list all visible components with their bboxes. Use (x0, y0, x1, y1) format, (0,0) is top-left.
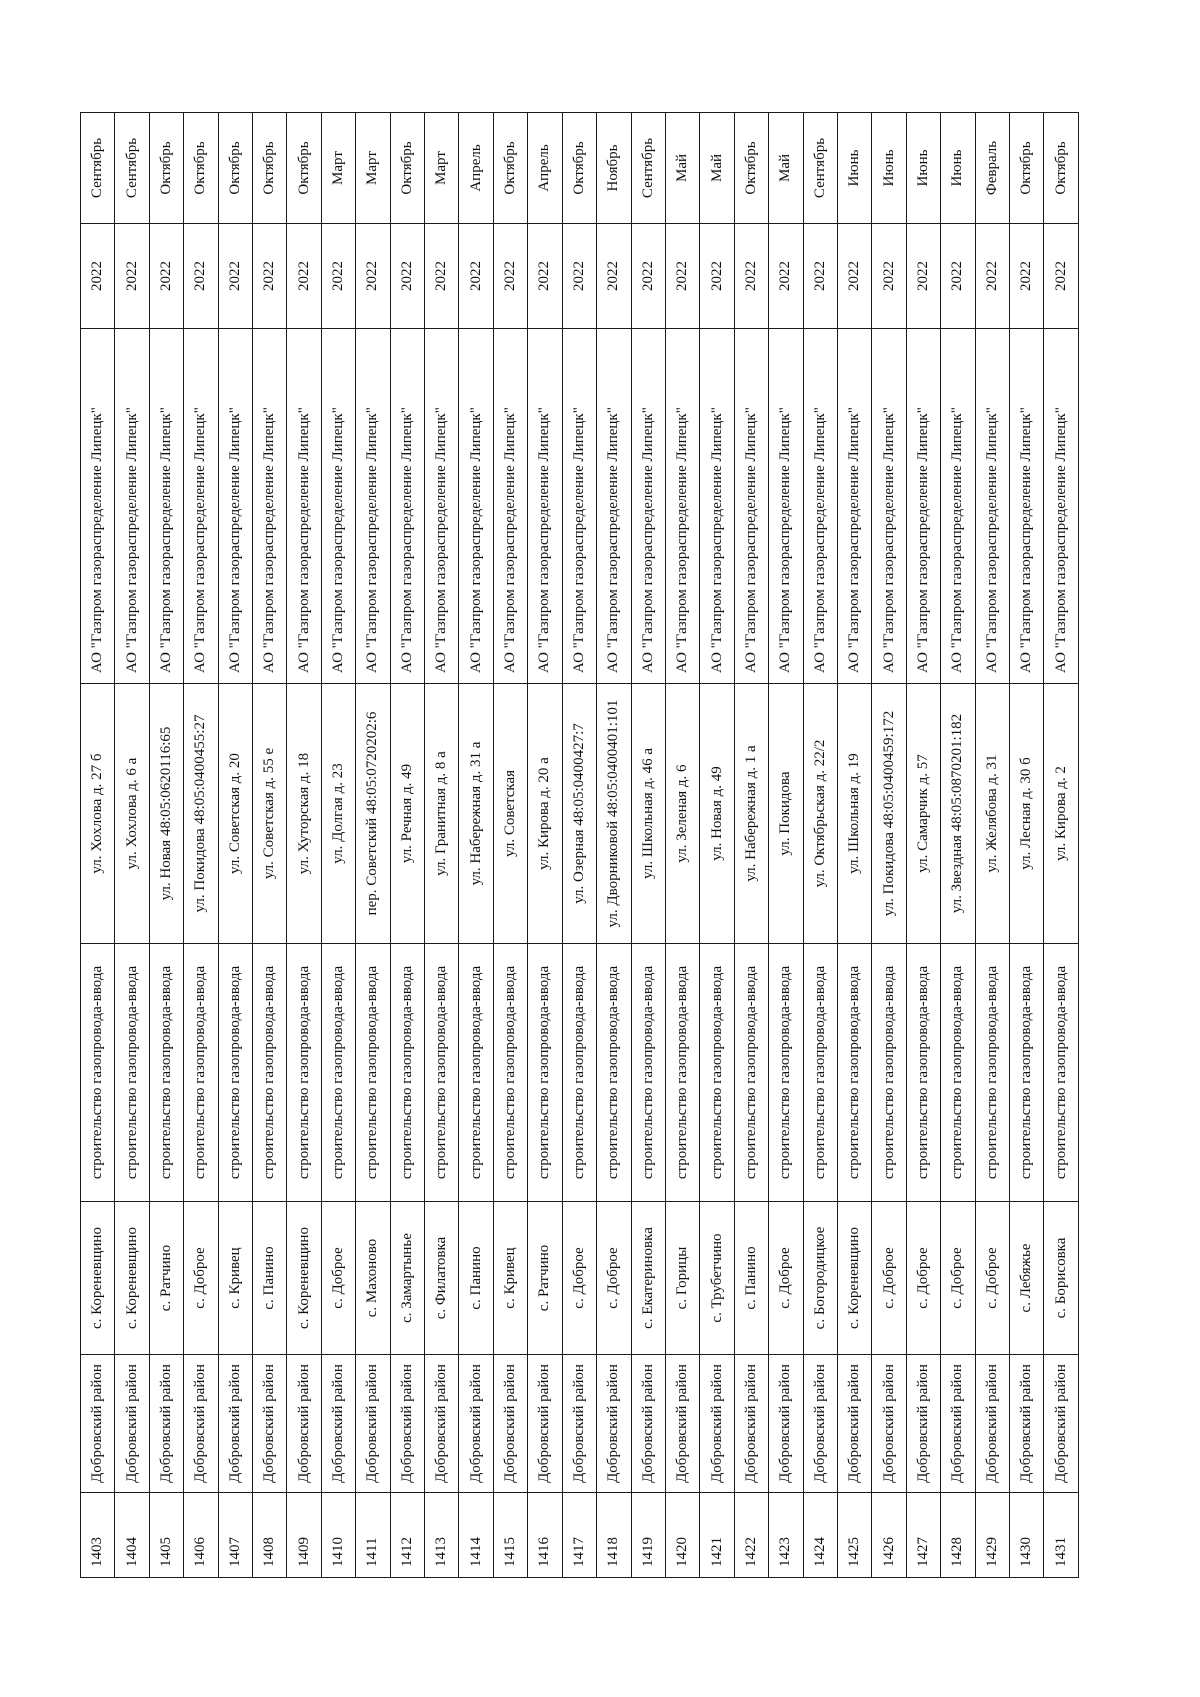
owner-cell: АО "Газпром газораспределение Липецк" (665, 329, 699, 684)
address-cell: ул. Покидова (769, 684, 803, 944)
table-row (287, 113, 321, 1578)
district-cell: Добровский район (459, 1355, 493, 1493)
year-cell: 2022 (562, 224, 596, 329)
work-type-cell: строительство газопровода-ввода (459, 944, 493, 1202)
month-cell: Сентябрь (631, 113, 665, 224)
year-cell: 2022 (769, 224, 803, 329)
district-cell: Добровский район (734, 1355, 768, 1493)
owner-cell: АО "Газпром газораспределение Липецк" (459, 329, 493, 684)
row-number-cell: 1422 (734, 1493, 768, 1578)
work-type-cell: строительство газопровода-ввода (81, 944, 115, 1202)
locality-cell: с. Кореневщино (287, 1202, 321, 1355)
month-cell: Октябрь (184, 113, 218, 224)
work-type-cell: строительство газопровода-ввода (872, 944, 906, 1202)
work-type-cell: строительство газопровода-ввода (769, 944, 803, 1202)
table-row (734, 113, 768, 1578)
district-cell: Добровский район (356, 1355, 390, 1493)
district-cell: Добровский район (425, 1355, 459, 1493)
address-cell: ул. Советская (493, 684, 527, 944)
row-number-cell: 1430 (1009, 1493, 1043, 1578)
address-cell: ул. Хохлова д. 6 а (115, 684, 149, 944)
table-row (872, 113, 906, 1578)
owner-cell: АО "Газпром газораспределение Липецк" (81, 329, 115, 684)
owner-cell: АО "Газпром газораспределение Липецк" (803, 329, 837, 684)
month-cell: Июнь (837, 113, 871, 224)
row-number-cell: 1409 (287, 1493, 321, 1578)
row-number-cell: 1427 (906, 1493, 940, 1578)
address-cell: ул. Гранитная д. 8 а (425, 684, 459, 944)
address-cell: ул. Хохлова д. 27 б (81, 684, 115, 944)
locality-cell: с. Доброе (321, 1202, 355, 1355)
month-cell: Сентябрь (81, 113, 115, 224)
table-row (356, 113, 390, 1578)
district-cell: Добровский район (700, 1355, 734, 1493)
work-type-cell: строительство газопровода-ввода (941, 944, 975, 1202)
owner-cell: АО "Газпром газораспределение Липецк" (425, 329, 459, 684)
locality-cell: с. Филатовка (425, 1202, 459, 1355)
address-cell: ул. Долгая д. 23 (321, 684, 355, 944)
locality-cell: с. Доброе (941, 1202, 975, 1355)
year-cell: 2022 (425, 224, 459, 329)
table-row (81, 113, 115, 1578)
address-cell: ул. Покидова 48:05:0400455:27 (184, 684, 218, 944)
work-type-cell: строительство газопровода-ввода (390, 944, 424, 1202)
month-cell: Июнь (906, 113, 940, 224)
owner-cell: АО "Газпром газораспределение Липецк" (321, 329, 355, 684)
year-cell: 2022 (1009, 224, 1043, 329)
table-row (218, 113, 252, 1578)
row-number-cell: 1404 (115, 1493, 149, 1578)
district-cell: Добровский район (803, 1355, 837, 1493)
table-row (665, 113, 699, 1578)
row-number-cell: 1425 (837, 1493, 871, 1578)
table-row (803, 113, 837, 1578)
row-number-cell: 1411 (356, 1493, 390, 1578)
year-cell: 2022 (321, 224, 355, 329)
work-type-cell: строительство газопровода-ввода (356, 944, 390, 1202)
table-row (253, 113, 287, 1578)
locality-cell: с. Доброе (906, 1202, 940, 1355)
work-type-cell: строительство газопровода-ввода (149, 944, 183, 1202)
address-cell: ул. Желябова д. 31 (975, 684, 1009, 944)
month-cell: Октябрь (734, 113, 768, 224)
month-cell: Март (356, 113, 390, 224)
year-cell: 2022 (356, 224, 390, 329)
table-row (941, 113, 975, 1578)
district-cell: Добровский район (115, 1355, 149, 1493)
locality-cell: с. Ратчино (528, 1202, 562, 1355)
month-cell: Октябрь (562, 113, 596, 224)
district-cell: Добровский район (837, 1355, 871, 1493)
address-cell: пер. Советский 48:05:0720202:6 (356, 684, 390, 944)
year-cell: 2022 (837, 224, 871, 329)
table-row (184, 113, 218, 1578)
owner-cell: АО "Газпром газораспределение Липецк" (734, 329, 768, 684)
district-cell: Добровский район (493, 1355, 527, 1493)
row-number-cell: 1408 (253, 1493, 287, 1578)
district-cell: Добровский район (769, 1355, 803, 1493)
address-cell: ул. Школьная д. 46 а (631, 684, 665, 944)
address-cell: ул. Зеленая д. 6 (665, 684, 699, 944)
work-type-cell: строительство газопровода-ввода (803, 944, 837, 1202)
address-cell: ул. Новая д. 49 (700, 684, 734, 944)
district-cell: Добровский район (872, 1355, 906, 1493)
work-type-cell: строительство газопровода-ввода (734, 944, 768, 1202)
row-number-cell: 1421 (700, 1493, 734, 1578)
year-cell: 2022 (734, 224, 768, 329)
address-cell: ул. Кирова д. 20 а (528, 684, 562, 944)
locality-cell: с. Кореневщино (81, 1202, 115, 1355)
district-cell: Добровский район (81, 1355, 115, 1493)
owner-cell: АО "Газпром газораспределение Липецк" (184, 329, 218, 684)
row-number-cell: 1403 (81, 1493, 115, 1578)
locality-cell: с. Замартынье (390, 1202, 424, 1355)
month-cell: Ноябрь (597, 113, 631, 224)
work-type-cell: строительство газопровода-ввода (287, 944, 321, 1202)
year-cell: 2022 (975, 224, 1009, 329)
locality-cell: с. Доброе (562, 1202, 596, 1355)
work-type-cell: строительство газопровода-ввода (631, 944, 665, 1202)
district-cell: Добровский район (287, 1355, 321, 1493)
address-cell: ул. Хуторская д. 18 (287, 684, 321, 944)
table-row (906, 113, 940, 1578)
work-type-cell: строительство газопровода-ввода (528, 944, 562, 1202)
work-type-cell: строительство газопровода-ввода (562, 944, 596, 1202)
locality-cell: с. Доброе (975, 1202, 1009, 1355)
row-number-cell: 1417 (562, 1493, 596, 1578)
year-cell: 2022 (253, 224, 287, 329)
address-cell: ул. Набережная д. 31 а (459, 684, 493, 944)
month-cell: Апрель (459, 113, 493, 224)
table-row (597, 113, 631, 1578)
year-cell: 2022 (390, 224, 424, 329)
month-cell: Июнь (941, 113, 975, 224)
locality-cell: с. Трубетчино (700, 1202, 734, 1355)
locality-cell: с. Доброе (597, 1202, 631, 1355)
table-row (1009, 113, 1043, 1578)
district-cell: Добровский район (631, 1355, 665, 1493)
table-row (562, 113, 596, 1578)
year-cell: 2022 (493, 224, 527, 329)
locality-cell: с. Ратчино (149, 1202, 183, 1355)
row-number-cell: 1410 (321, 1493, 355, 1578)
row-number-cell: 1406 (184, 1493, 218, 1578)
address-cell: ул. Лесная д. 30 б (1009, 684, 1043, 944)
month-cell: Октябрь (1009, 113, 1043, 224)
month-cell: Апрель (528, 113, 562, 224)
work-type-cell: строительство газопровода-ввода (321, 944, 355, 1202)
district-cell: Добровский район (975, 1355, 1009, 1493)
district-cell: Добровский район (528, 1355, 562, 1493)
district-cell: Добровский район (562, 1355, 596, 1493)
owner-cell: АО "Газпром газораспределение Липецк" (562, 329, 596, 684)
owner-cell: АО "Газпром газораспределение Липецк" (528, 329, 562, 684)
work-type-cell: строительство газопровода-ввода (597, 944, 631, 1202)
work-type-cell: строительство газопровода-ввода (700, 944, 734, 1202)
table-row (493, 113, 527, 1578)
locality-cell: с. Горицы (665, 1202, 699, 1355)
district-cell: Добровский район (253, 1355, 287, 1493)
locality-cell: с. Доброе (184, 1202, 218, 1355)
locality-cell: с. Панино (734, 1202, 768, 1355)
address-cell: ул. Кирова д. 2 (1044, 684, 1078, 944)
district-cell: Добровский район (218, 1355, 252, 1493)
month-cell: Октябрь (218, 113, 252, 224)
row-number-cell: 1429 (975, 1493, 1009, 1578)
year-cell: 2022 (941, 224, 975, 329)
owner-cell: АО "Газпром газораспределение Липецк" (253, 329, 287, 684)
month-cell: Октябрь (149, 113, 183, 224)
year-cell: 2022 (184, 224, 218, 329)
locality-cell: с. Кривец (493, 1202, 527, 1355)
owner-cell: АО "Газпром газораспределение Липецк" (287, 329, 321, 684)
year-cell: 2022 (1044, 224, 1078, 329)
district-cell: Добровский район (1044, 1355, 1078, 1493)
work-type-cell: строительство газопровода-ввода (1044, 944, 1078, 1202)
locality-cell: с. Доброе (769, 1202, 803, 1355)
locality-cell: с. Панино (253, 1202, 287, 1355)
month-cell: Октябрь (253, 113, 287, 224)
locality-cell: с. Борисовка (1044, 1202, 1078, 1355)
owner-cell: АО "Газпром газораспределение Липецк" (597, 329, 631, 684)
year-cell: 2022 (459, 224, 493, 329)
owner-cell: АО "Газпром газораспределение Липецк" (700, 329, 734, 684)
row-number-cell: 1413 (425, 1493, 459, 1578)
owner-cell: АО "Газпром газораспределение Липецк" (1044, 329, 1078, 684)
table-row (528, 113, 562, 1578)
locality-cell: с. Екатериновка (631, 1202, 665, 1355)
register-table (80, 112, 1079, 1578)
district-cell: Добровский район (321, 1355, 355, 1493)
owner-cell: АО "Газпром газораспределение Липецк" (115, 329, 149, 684)
table-row (149, 113, 183, 1578)
month-cell: Февраль (975, 113, 1009, 224)
work-type-cell: строительство газопровода-ввода (837, 944, 871, 1202)
work-type-cell: строительство газопровода-ввода (115, 944, 149, 1202)
address-cell: ул. Дворниковой 48:05:0400401:101 (597, 684, 631, 944)
row-number-cell: 1428 (941, 1493, 975, 1578)
row-number-cell: 1407 (218, 1493, 252, 1578)
table-row (1044, 113, 1078, 1578)
year-cell: 2022 (81, 224, 115, 329)
owner-cell: АО "Газпром газораспределение Липецк" (1009, 329, 1043, 684)
owner-cell: АО "Газпром газораспределение Липецк" (906, 329, 940, 684)
table-row (769, 113, 803, 1578)
row-number-cell: 1405 (149, 1493, 183, 1578)
owner-cell: АО "Газпром газораспределение Липецк" (390, 329, 424, 684)
table-row (631, 113, 665, 1578)
row-number-cell: 1424 (803, 1493, 837, 1578)
month-cell: Май (769, 113, 803, 224)
work-type-cell: строительство газопровода-ввода (906, 944, 940, 1202)
district-cell: Добровский район (149, 1355, 183, 1493)
month-cell: Май (665, 113, 699, 224)
year-cell: 2022 (803, 224, 837, 329)
locality-cell: с. Кореневщино (837, 1202, 871, 1355)
rotated-table-frame (80, 113, 1078, 1578)
year-cell: 2022 (528, 224, 562, 329)
month-cell: Сентябрь (803, 113, 837, 224)
table-row (321, 113, 355, 1578)
month-cell: Июнь (872, 113, 906, 224)
month-cell: Март (321, 113, 355, 224)
year-cell: 2022 (631, 224, 665, 329)
year-cell: 2022 (665, 224, 699, 329)
owner-cell: АО "Газпром газораспределение Липецк" (356, 329, 390, 684)
owner-cell: АО "Газпром газораспределение Липецк" (941, 329, 975, 684)
table-row (115, 113, 149, 1578)
table-row (975, 113, 1009, 1578)
address-cell: ул. Новая 48:05:0620116:65 (149, 684, 183, 944)
owner-cell: АО "Газпром газораспределение Липецк" (149, 329, 183, 684)
address-cell: ул. Школьная д. 19 (837, 684, 871, 944)
work-type-cell: строительство газопровода-ввода (253, 944, 287, 1202)
year-cell: 2022 (149, 224, 183, 329)
district-cell: Добровский район (941, 1355, 975, 1493)
row-number-cell: 1426 (872, 1493, 906, 1578)
month-cell: Октябрь (1044, 113, 1078, 224)
district-cell: Добровский район (390, 1355, 424, 1493)
address-cell: ул. Озерная 48:05:0400427:7 (562, 684, 596, 944)
month-cell: Октябрь (390, 113, 424, 224)
district-cell: Добровский район (665, 1355, 699, 1493)
row-number-cell: 1419 (631, 1493, 665, 1578)
row-number-cell: 1420 (665, 1493, 699, 1578)
locality-cell: с. Панино (459, 1202, 493, 1355)
locality-cell: с. Кореневщино (115, 1202, 149, 1355)
district-cell: Добровский район (1009, 1355, 1043, 1493)
locality-cell: с. Богородицкое (803, 1202, 837, 1355)
owner-cell: АО "Газпром газораспределение Липецк" (493, 329, 527, 684)
address-cell: ул. Самарчик д. 57 (906, 684, 940, 944)
work-type-cell: строительство газопровода-ввода (218, 944, 252, 1202)
district-cell: Добровский район (597, 1355, 631, 1493)
table-row (837, 113, 871, 1578)
year-cell: 2022 (115, 224, 149, 329)
table-body (81, 113, 1079, 1578)
locality-cell: с. Доброе (872, 1202, 906, 1355)
table-row (700, 113, 734, 1578)
work-type-cell: строительство газопровода-ввода (425, 944, 459, 1202)
address-cell: ул. Набережная д. 1 а (734, 684, 768, 944)
month-cell: Май (700, 113, 734, 224)
month-cell: Сентябрь (115, 113, 149, 224)
owner-cell: АО "Газпром газораспределение Липецк" (631, 329, 665, 684)
table-row (425, 113, 459, 1578)
locality-cell: с. Кривец (218, 1202, 252, 1355)
row-number-cell: 1418 (597, 1493, 631, 1578)
table-row (459, 113, 493, 1578)
year-cell: 2022 (700, 224, 734, 329)
address-cell: ул. Покидова 48:05:0400459:172 (872, 684, 906, 944)
address-cell: ул. Звездная 48:05:0870201:182 (941, 684, 975, 944)
row-number-cell: 1414 (459, 1493, 493, 1578)
district-cell: Добровский район (906, 1355, 940, 1493)
row-number-cell: 1423 (769, 1493, 803, 1578)
owner-cell: АО "Газпром газораспределение Липецк" (975, 329, 1009, 684)
month-cell: Октябрь (493, 113, 527, 224)
row-number-cell: 1431 (1044, 1493, 1078, 1578)
work-type-cell: строительство газопровода-ввода (1009, 944, 1043, 1202)
row-number-cell: 1415 (493, 1493, 527, 1578)
locality-cell: с. Лебяжье (1009, 1202, 1043, 1355)
month-cell: Март (425, 113, 459, 224)
year-cell: 2022 (872, 224, 906, 329)
address-cell: ул. Речная д. 49 (390, 684, 424, 944)
owner-cell: АО "Газпром газораспределение Липецк" (769, 329, 803, 684)
work-type-cell: строительство газопровода-ввода (975, 944, 1009, 1202)
row-number-cell: 1412 (390, 1493, 424, 1578)
address-cell: ул. Советская д. 20 (218, 684, 252, 944)
owner-cell: АО "Газпром газораспределение Липецк" (872, 329, 906, 684)
district-cell: Добровский район (184, 1355, 218, 1493)
work-type-cell: строительство газопровода-ввода (493, 944, 527, 1202)
row-number-cell: 1416 (528, 1493, 562, 1578)
year-cell: 2022 (218, 224, 252, 329)
locality-cell: с. Махоново (356, 1202, 390, 1355)
address-cell: ул. Октябрьская д. 22/2 (803, 684, 837, 944)
owner-cell: АО "Газпром газораспределение Липецк" (837, 329, 871, 684)
year-cell: 2022 (287, 224, 321, 329)
year-cell: 2022 (597, 224, 631, 329)
owner-cell: АО "Газпром газораспределение Липецк" (218, 329, 252, 684)
address-cell: ул. Советская д. 55 е (253, 684, 287, 944)
table-row (390, 113, 424, 1578)
work-type-cell: строительство газопровода-ввода (665, 944, 699, 1202)
work-type-cell: строительство газопровода-ввода (184, 944, 218, 1202)
year-cell: 2022 (906, 224, 940, 329)
month-cell: Октябрь (287, 113, 321, 224)
